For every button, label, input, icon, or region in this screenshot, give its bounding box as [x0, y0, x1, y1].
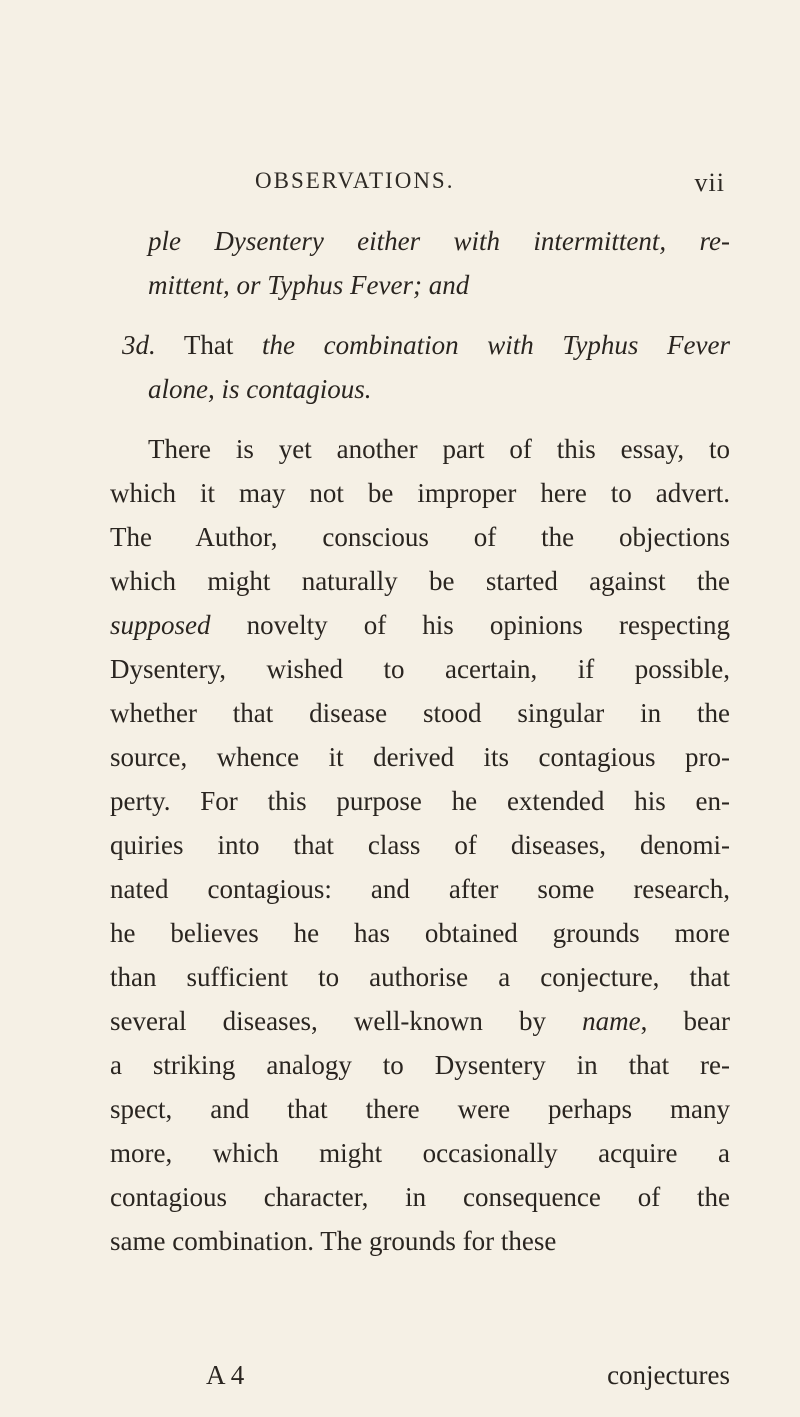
roman-text: quiries into that class of diseases, denomi-: [110, 830, 730, 860]
text-line: [110, 323, 730, 367]
text-line: [110, 515, 730, 559]
signature-mark: A 4: [206, 1360, 245, 1390]
text-line: [110, 867, 730, 911]
text-line: [110, 823, 730, 867]
body-text: [110, 219, 730, 1263]
text-line: [110, 1043, 730, 1087]
roman-text: There is yet another part of this essay, to: [148, 434, 730, 464]
roman-text: perty. For this purpose he extended his en-: [110, 786, 730, 816]
text-line: [110, 367, 730, 411]
text-line: [110, 691, 730, 735]
page-number: vii: [694, 168, 725, 197]
roman-text: than sufficient to authorise a conjecture, that: [110, 962, 730, 992]
text-line: [110, 999, 730, 1043]
catchword: conjectures: [607, 1360, 730, 1390]
roman-text: several diseases, well-known by: [110, 1006, 583, 1036]
roman-text: Dysentery, wished to acertain, if possible,: [110, 654, 730, 684]
paragraph-1: [110, 219, 730, 307]
text-line: [110, 647, 730, 691]
roman-text: a striking analogy to Dysentery in that re-: [110, 1050, 730, 1080]
roman-text: novelty of his opinions respecting: [210, 610, 730, 640]
italic-text: mittent, or Typhus Fever; and: [148, 270, 470, 300]
text-line: [110, 1131, 730, 1175]
roman-text: he believes he has obtained grounds more: [110, 918, 730, 948]
roman-text: which might naturally be started against the: [110, 566, 730, 596]
text-line: [110, 1087, 730, 1131]
text-line: [110, 1175, 730, 1219]
roman-text: That: [155, 330, 263, 360]
roman-text: source, whence it derived its contagious pro-: [110, 742, 730, 772]
running-head: [255, 168, 725, 204]
roman-text: same combination. The grounds for these: [110, 1226, 557, 1256]
running-head-title: OBSERVATIONS.: [255, 168, 455, 193]
roman-text: , bear: [640, 1006, 730, 1036]
text-line: [110, 427, 730, 471]
roman-text: The Author, conscious of the objections: [110, 522, 730, 552]
paragraph-gap: [110, 307, 730, 323]
text-line: [110, 471, 730, 515]
italic-text: alone, is contagious.: [148, 374, 372, 404]
paragraph-3: [110, 427, 730, 1263]
italic-text: the combination with Typhus Fever: [262, 330, 730, 360]
paragraph-gap: [110, 411, 730, 427]
text-line: [110, 735, 730, 779]
text-line: [110, 911, 730, 955]
roman-text: spect, and that there were perhaps many: [110, 1094, 730, 1124]
text-line: [110, 779, 730, 823]
text-line: [110, 559, 730, 603]
italic-text: ple Dysentery either with intermittent, re-: [148, 226, 730, 256]
text-line: [110, 603, 730, 647]
roman-text: whether that disease stood singular in the: [110, 698, 730, 728]
roman-text: which it may not be improper here to advert.: [110, 478, 730, 508]
italic-text: 3d.: [122, 330, 156, 360]
text-line: [110, 1219, 730, 1263]
italic-text: name: [582, 1006, 641, 1036]
roman-text: contagious character, in consequence of the: [110, 1182, 730, 1212]
text-line: [110, 955, 730, 999]
text-line: [110, 263, 730, 307]
paragraph-2: [110, 323, 730, 411]
italic-text: supposed: [110, 610, 211, 640]
roman-text: more, which might occasionally acquire a: [110, 1138, 730, 1168]
catchline: [110, 1360, 730, 1400]
roman-text: nated contagious: and after some research,: [110, 874, 730, 904]
text-line: [110, 219, 730, 263]
